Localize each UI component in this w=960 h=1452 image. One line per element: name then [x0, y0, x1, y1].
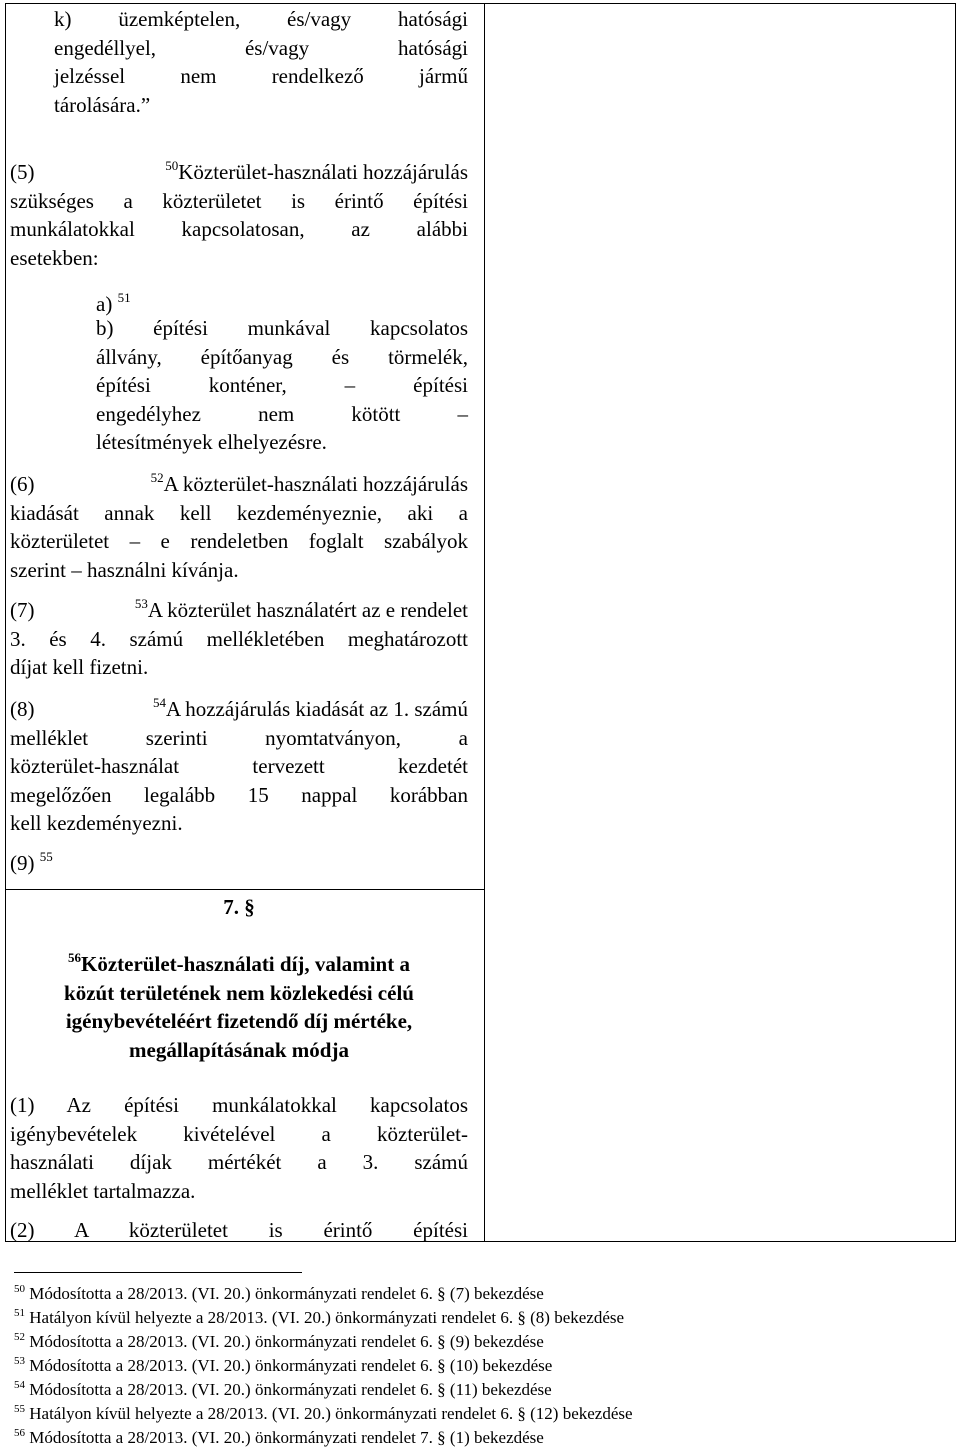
- footnote: [14, 1426, 544, 1450]
- footnote-number: 50: [14, 1283, 25, 1295]
- footnote-ref: 52: [150, 470, 164, 485]
- paragraph-number: (6): [10, 472, 35, 496]
- paragraph-6-line: közterületet – e rendeletben foglalt szabályok: [10, 529, 468, 553]
- paragraph-6-first-line: [10, 470, 468, 499]
- footnote: [14, 1402, 633, 1426]
- footnote-number: 54: [14, 1379, 25, 1391]
- paragraph-8-lead: [153, 695, 468, 724]
- item-k-line: tárolására.”: [54, 92, 151, 117]
- paragraph-number: (8): [10, 697, 35, 721]
- section-title: [10, 950, 468, 1064]
- paragraph-7-line: 3. és 4. számú mellékletében meghatározott: [10, 626, 468, 651]
- paragraph-number: (5): [10, 160, 35, 184]
- footnote-text: Módosította a 28/2013. (VI. 20.) önkormányzati rendelet 6. § (10) bekezdése: [29, 1356, 553, 1375]
- footnote-number: 55: [14, 1403, 25, 1415]
- footnote-separator: [14, 1272, 302, 1273]
- paragraph-5: [10, 158, 468, 272]
- paragraph-8-line: megelőzően legalább 15 nappal korábban: [10, 782, 468, 807]
- section-title-line: közút területének nem közlekedési célú: [64, 980, 414, 1005]
- footnote-ref: 53: [134, 596, 148, 611]
- footnote: [14, 1354, 552, 1378]
- column-divider: [484, 4, 485, 891]
- footnote: [14, 1306, 624, 1330]
- item-b-line: b) építési munkával kapcsolatos: [96, 316, 468, 340]
- footnote-text: Módosította a 28/2013. (VI. 20.) önkormányzati rendelet 7. § (1) bekezdése: [29, 1428, 544, 1447]
- item-k-line: jelzéssel nem rendelkező jármű: [54, 64, 468, 88]
- footnote: [14, 1330, 544, 1354]
- footnote-text: Hatályon kívül helyezte a 28/2013. (VI. 20.) önkormányzati rendelet 6. § (12) bekezdése: [29, 1404, 633, 1423]
- paragraph-6-lead: [151, 470, 468, 499]
- footnote-ref: 51: [117, 290, 131, 305]
- paragraph-9: [10, 849, 468, 878]
- paragraph-text: A közterület használatért az e rendelet: [147, 598, 468, 622]
- item-b-line: állvány, építőanyag és törmelék,: [96, 344, 468, 369]
- item-k-line: engedéllyel, és/vagy hatósági: [54, 35, 468, 60]
- column-divider-lower: [484, 889, 485, 1241]
- section-title-line: [10, 950, 468, 979]
- paragraph-7-line: díjat kell fizetni.: [10, 655, 149, 679]
- item-b-line: létesítmények elhelyezésre.: [96, 430, 327, 454]
- paragraph-8-line: kell kezdeményezni.: [10, 811, 183, 835]
- footnote-text: Módosította a 28/2013. (VI. 20.) önkormányzati rendelet 6. § (11) bekezdése: [29, 1380, 552, 1399]
- footnote-number: 56: [14, 1427, 25, 1439]
- paragraph-6-line: kiadását annak kell kezdeményeznie, aki a: [10, 500, 468, 525]
- section-title-line: megállapításának módja: [129, 1037, 349, 1062]
- paragraph-5-line: szükséges a közterületet is érintő építési: [10, 188, 468, 213]
- paragraph-8: [10, 695, 468, 838]
- footnote-ref: 54: [152, 695, 166, 710]
- paragraph-number: (9): [10, 851, 35, 875]
- paragraph-text: A hozzájárulás kiadását az 1. számú: [165, 697, 468, 721]
- section-number: 7. §: [223, 895, 255, 919]
- paragraph-5-line: munkálatokkal kapcsolatosan, az alábbi: [10, 217, 468, 241]
- paragraph-8-line: közterület-használat tervezett kezdetét: [10, 754, 468, 778]
- paragraph-line: igénybevételek kivételével a közterület-: [10, 1121, 468, 1146]
- footnote-ref: 55: [39, 849, 53, 864]
- paragraph-5-line: esetekben:: [10, 245, 99, 270]
- item-b-line: engedélyhez nem kötött –: [96, 401, 468, 426]
- row-divider: [6, 889, 484, 890]
- paragraph-line: használati díjak mértékét a 3. számú: [10, 1150, 468, 1174]
- paragraph-8-first-line: [10, 695, 468, 724]
- paragraph-number: (7): [10, 598, 35, 622]
- section7-paragraph-2: (2) A közterületet is érintő építési: [10, 1218, 468, 1242]
- paragraph-5-lead: [165, 158, 468, 187]
- section7-paragraph-1: [10, 1091, 468, 1205]
- item-b-line: építési konténer, – építési: [96, 373, 468, 397]
- section-title-line: igénybevételéért fizetendő díj mértéke,: [65, 1009, 413, 1033]
- paragraph-7: [10, 596, 468, 682]
- footnote-ref: 50: [165, 158, 179, 173]
- item-k-line: k) üzemképtelen, és/vagy hatósági: [54, 7, 468, 31]
- item-a-label: a): [96, 292, 113, 316]
- footnote-ref: 56: [68, 950, 82, 965]
- paragraph-line: (1) Az építési munkálatokkal kapcsolatos: [10, 1093, 468, 1117]
- footnote-number: 51: [14, 1307, 25, 1319]
- paragraph-8-line: melléklet szerinti nyomtatványon, a: [10, 725, 468, 750]
- paragraph-7-lead: [135, 596, 468, 625]
- footnote-number: 52: [14, 1331, 25, 1343]
- footnote-number: 53: [14, 1355, 25, 1367]
- paragraph-6: [10, 470, 468, 584]
- paragraph-7-first-line: [10, 596, 468, 625]
- footnote-text: Módosította a 28/2013. (VI. 20.) önkormányzati rendelet 6. § (9) bekezdése: [29, 1332, 544, 1351]
- paragraph-6-line: szerint – használni kívánja.: [10, 557, 239, 582]
- footnote-text: Hatályon kívül helyezte a 28/2013. (VI. 20.) önkormányzati rendelet 6. § (8) bekezdése: [29, 1308, 625, 1327]
- item-k: [54, 5, 468, 119]
- section-title-text: Közterület-használati díj, valamint a: [81, 952, 410, 976]
- item-b: [96, 314, 468, 457]
- footnote-text: Módosította a 28/2013. (VI. 20.) önkormányzati rendelet 6. § (7) bekezdése: [29, 1284, 544, 1303]
- paragraph-5-first-line: [10, 158, 468, 187]
- paragraph-line: melléklet tartalmazza.: [10, 1178, 196, 1203]
- paragraph-text: A közterület-használati hozzájárulás: [163, 472, 468, 496]
- paragraph-text: Közterület-használati hozzájárulás: [178, 160, 468, 184]
- footnote: [14, 1282, 544, 1306]
- footnote: [14, 1378, 552, 1402]
